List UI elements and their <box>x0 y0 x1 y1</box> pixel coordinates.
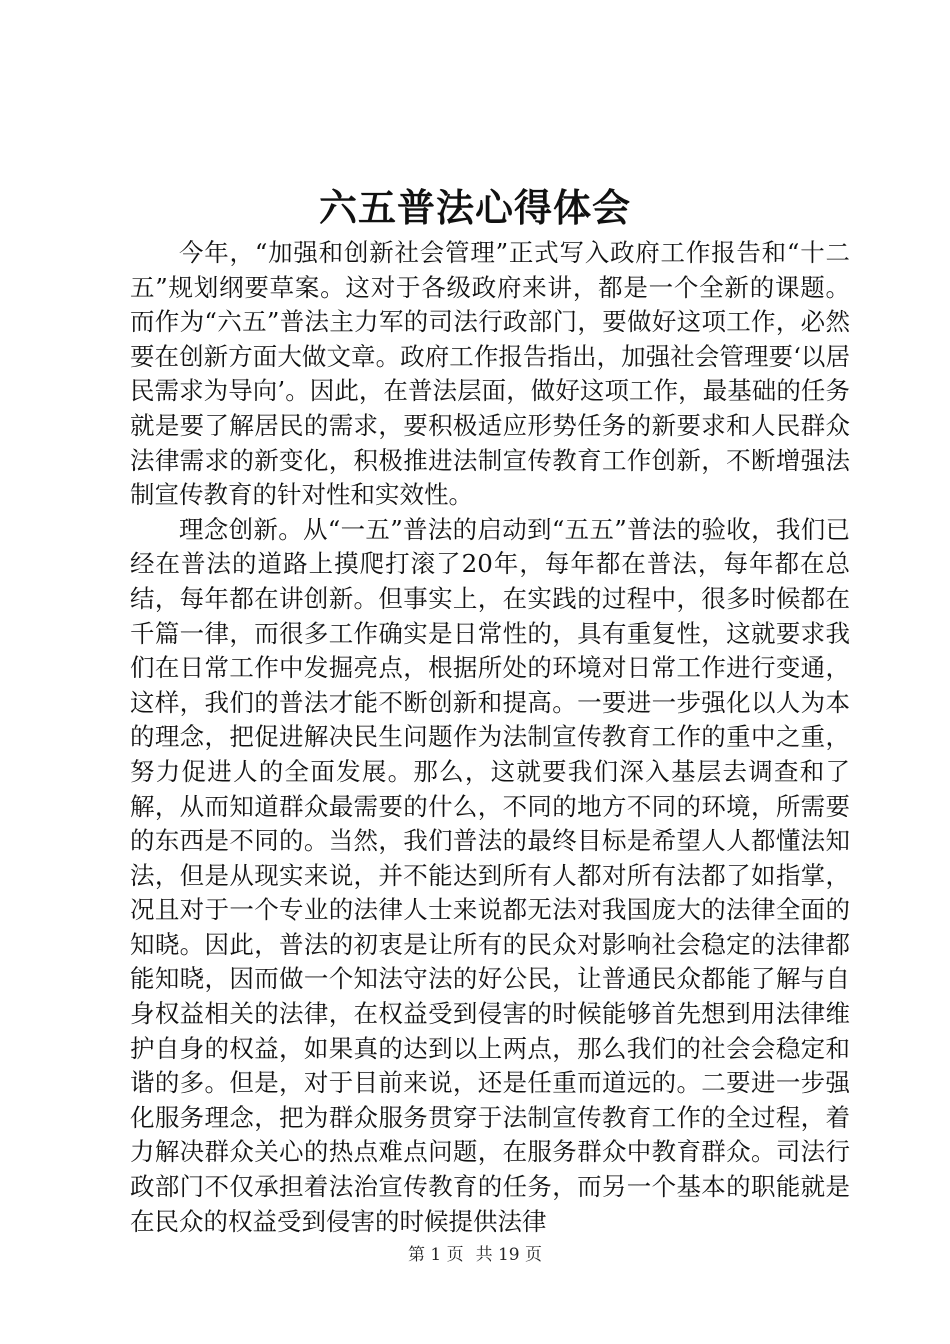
page-total: 共 19 页 <box>475 1245 543 1265</box>
page-number: 第 1 页 <box>407 1245 464 1265</box>
paragraph-concept-innovation: 理念创新。从“一五”普法的启动到“五五”普法的验收，我们已经在普法的道路上摸爬打滚了20年，每年都在普法，每年都在总结，每年都在讲创新。但事实上，在实践的过程中，很多时候都在千篇一律，而很多工作确实是日常性的，具有重复性，这就要求我们在日常工作中发掘亮点，根据所处的环境对日常工作进行变通，这样，我们的普法才能不断创新和提高。一要进一步强化以人为本的理念，把促进解决民生问题作为法制宣传教育工作的重中之重，努力促进人的全面发展。那么，这就要我们深入基层去调查和了解，从而知道群众最需要的什么，不同的地方不同的环境，所需要的东西是不同的。当然，我们普法的最终目标是希望人人都懂法知法，但是从现实来说，并不能达到所有人都对所有法都了如指掌，况且对于一个专业的法律人士来说都无法对我国庞大的法律全面的知晓。因此，普法的初衷是让所有的民众对影响社会稳定的法律都能知晓，因而做一个知法守法的好公民，让普通民众都能了解与自身权益相关的法律，在权益受到侵害的时候能够首先想到用法律维护自身的权益，如果真的达到以上两点，那么我们的社会会稳定和谐的多。但是，对于目前来说，还是任重而道远的。二要进一步强化服务理念，把为群众服务贯穿于法制宣传教育工作的全过程，着力解决群众关心的热点难点问题，在服务群众中教育群众。司法行政部门不仅承担着法治宣传教育的任务，而另一个基本的职能就是在民众的权益受到侵害的时候提供法律 <box>130 514 850 1236</box>
page-footer <box>0 1243 950 1267</box>
paragraph-intro: 今年，“加强和创新社会管理”正式写入政府工作报告和“十二五”规划纲要草案。这对于各级政府来讲，都是一个全新的课题。而作为“六五”普法主力军的司法行政部门，要做好这项工作，必然要在创新方面大做文章。政府工作报告指出，加强社会管理要‘以居民需求为导向’。因此，在普法层面，做好这项工作，最基础的任务就是要了解居民的需求，要积极适应形势任务的新要求和人民群众法律需求的新变化，积极推进法制宣传教育工作创新，不断增强法制宣传教育的针对性和实效性。 <box>130 238 850 510</box>
document-body <box>130 236 850 1239</box>
document-title: 六五普法心得体会 <box>318 185 631 230</box>
